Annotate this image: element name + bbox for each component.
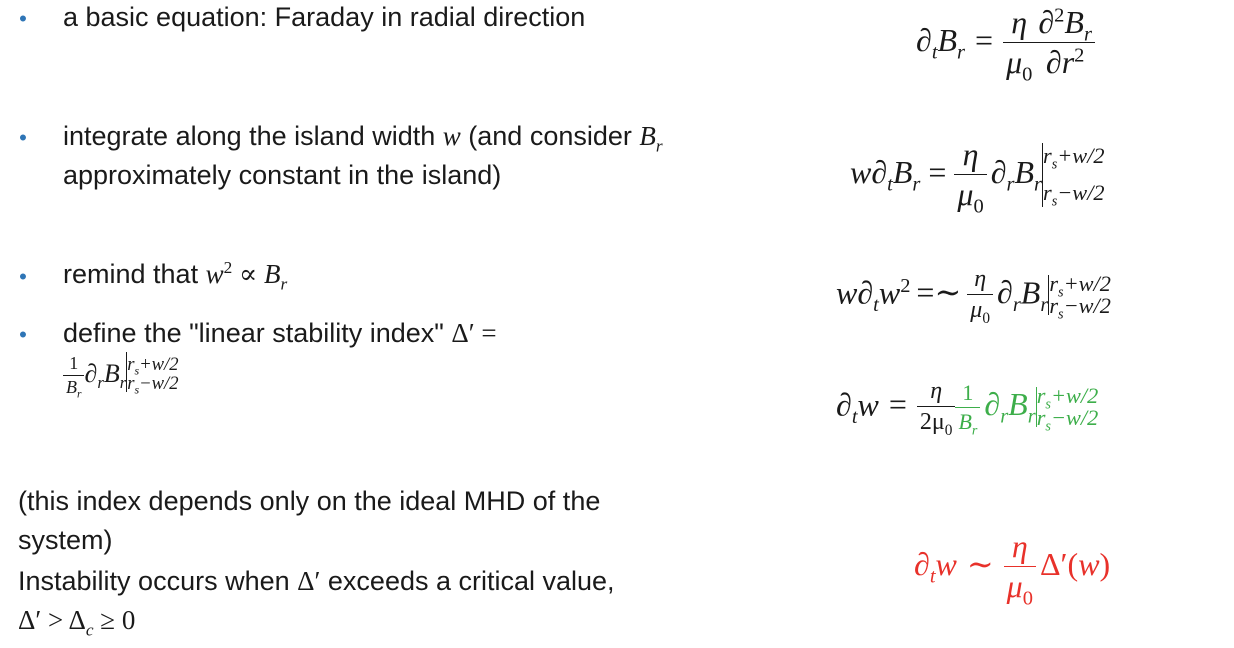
bullet-4-text: define the "linear stability index" Δ′ = bbox=[63, 318, 497, 348]
equation-integrated: $w\partial_tB_r$ = $\frac{\eta}{\mu_0}$ $\partial_rB_r$ $r_s+w/2$ $r_s-w/2$ bbox=[850, 136, 1105, 218]
equation-rutherford: $\partial_tw$ ∼ $\frac{\eta}{\mu_0}$ Δ′(w) bbox=[914, 528, 1111, 610]
note-instability-text: Instability occurs when Δ′ exceeds a critical value, bbox=[18, 566, 615, 596]
bullet-2: • bbox=[19, 125, 27, 150]
equation-growth: $\partial_tw$ = $\frac{\eta}{2\mu_0}$ $\frac{1}{B_r}$ $\partial_rB_r$ $r_s+w/2$ $r_s-w/2$ bbox=[836, 378, 1099, 439]
bullet-4: • bbox=[19, 322, 27, 347]
note-index-text: (this index depends only on the ideal MHD of the system) bbox=[18, 486, 601, 555]
bullet-3: • bbox=[19, 264, 27, 289]
equation-w-squared: $w\partial_tw^2$ =∼ $\frac{\eta}{\mu_0}$ $\partial_rB_r$ $r_s+w/2$ $r_s-w/2$ bbox=[836, 266, 1111, 327]
bullet-1-text: a basic equation: Faraday in radial direction bbox=[63, 2, 586, 32]
bullet-4-formula: $\frac{1}{B_r}$ $\partial_rB_r$ $r_s+w/2$ $r_s-w/2$ bbox=[63, 352, 179, 398]
equation-faraday: $\partial_tB_r$ = $\frac{\eta}{\mu_0}$ $\frac{\partial^2B_r}{\partial r^2}$ bbox=[916, 4, 1095, 81]
bullet-3-text: remind that $w^2 \propto B_r$ bbox=[63, 258, 288, 294]
bullet-1: • bbox=[19, 6, 27, 31]
note-condition: $\Delta' > \Delta_c \ge 0$ bbox=[18, 605, 136, 640]
bullet-2-text: integrate along the island width w (and consider $B_r$ approximately constant in the island) bbox=[63, 121, 663, 190]
